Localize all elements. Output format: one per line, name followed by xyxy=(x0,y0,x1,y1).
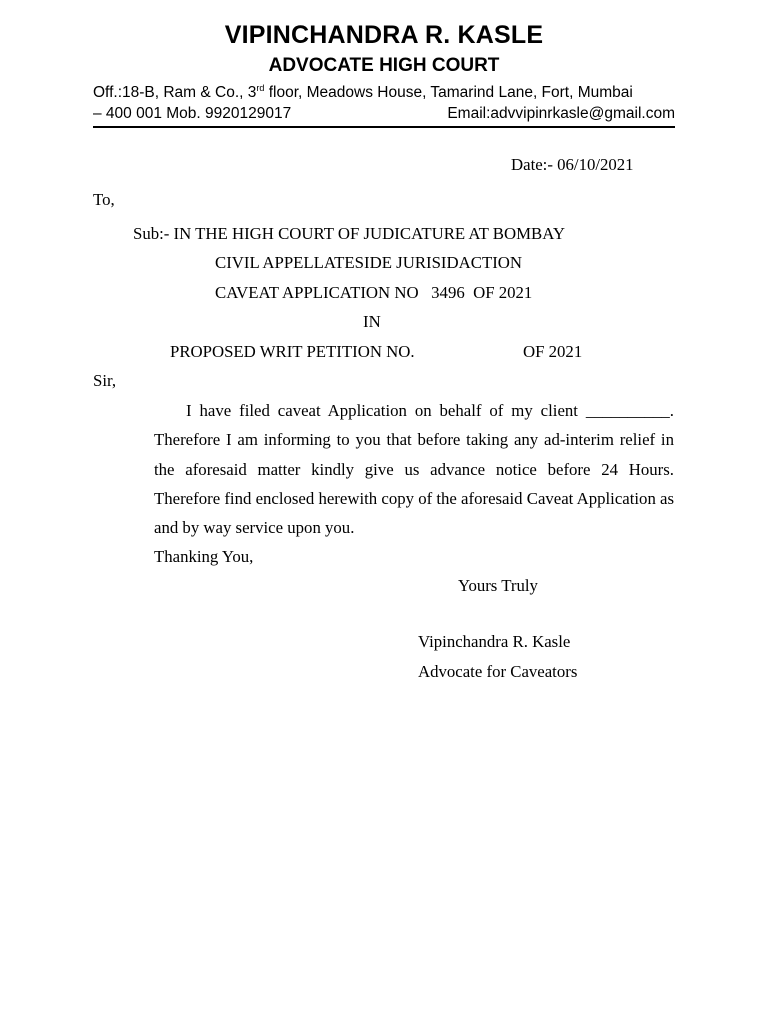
signatory-name: Vipinchandra R. Kasle xyxy=(418,632,571,651)
address-floor-superscript: rd xyxy=(256,82,265,93)
letter-paragraph-text: I have filed caveat Application on behalf of my client __________. Therefore I am informing to you that before taking any ad-interim relief in the aforesaid matter kindly give us advance notice before 24 Hours. Therefore find enclosed herewith copy of the aforesaid Caveat Application as and by way service upon you. xyxy=(154,401,675,538)
letter-recipient: To, xyxy=(93,190,115,209)
address-line-1-part1: Off.:18-B, Ram & Co., 3 xyxy=(93,84,257,101)
address-line-1-part2: floor, Meadows House, Tamarind Lane, Fort, Mumbai xyxy=(264,84,633,101)
subject-line-3: CAVEAT APPLICATION NO 3496 OF 2021 xyxy=(215,283,533,302)
letter-date: Date:- 06/10/2021 xyxy=(511,155,634,174)
letter-paragraph xyxy=(154,396,674,542)
subject-line-5-right: OF 2021 xyxy=(523,342,583,361)
thanking-line: Thanking You, xyxy=(154,547,254,566)
closing-line: Yours Truly xyxy=(458,576,538,595)
email-address: Email:advvipinrkasle@gmail.com xyxy=(447,105,675,122)
address-line-2 xyxy=(93,103,675,124)
signatory-role: Advocate for Caveators xyxy=(418,662,578,681)
subject-line-4: IN xyxy=(363,312,381,331)
subject-line-2: CIVIL APPELLATESIDE JURISIDACTION xyxy=(215,253,523,272)
subject-line-5-left: PROPOSED WRIT PETITION NO. xyxy=(170,342,415,361)
letterhead-divider xyxy=(93,126,675,128)
advocate-title: ADVOCATE HIGH COURT xyxy=(268,55,500,76)
letterhead xyxy=(93,18,675,128)
salutation: Sir, xyxy=(93,371,117,390)
address-pin-mobile: – 400 001 Mob. 9920129017 xyxy=(93,105,292,122)
advocate-name-heading: VIPINCHANDRA R. KASLE xyxy=(224,21,544,49)
address-line-1-text xyxy=(93,82,633,103)
address-line-1 xyxy=(93,82,675,103)
subject-line-1: Sub:- IN THE HIGH COURT OF JUDICATURE AT BOMBAY xyxy=(133,224,565,243)
office-address xyxy=(93,82,675,124)
